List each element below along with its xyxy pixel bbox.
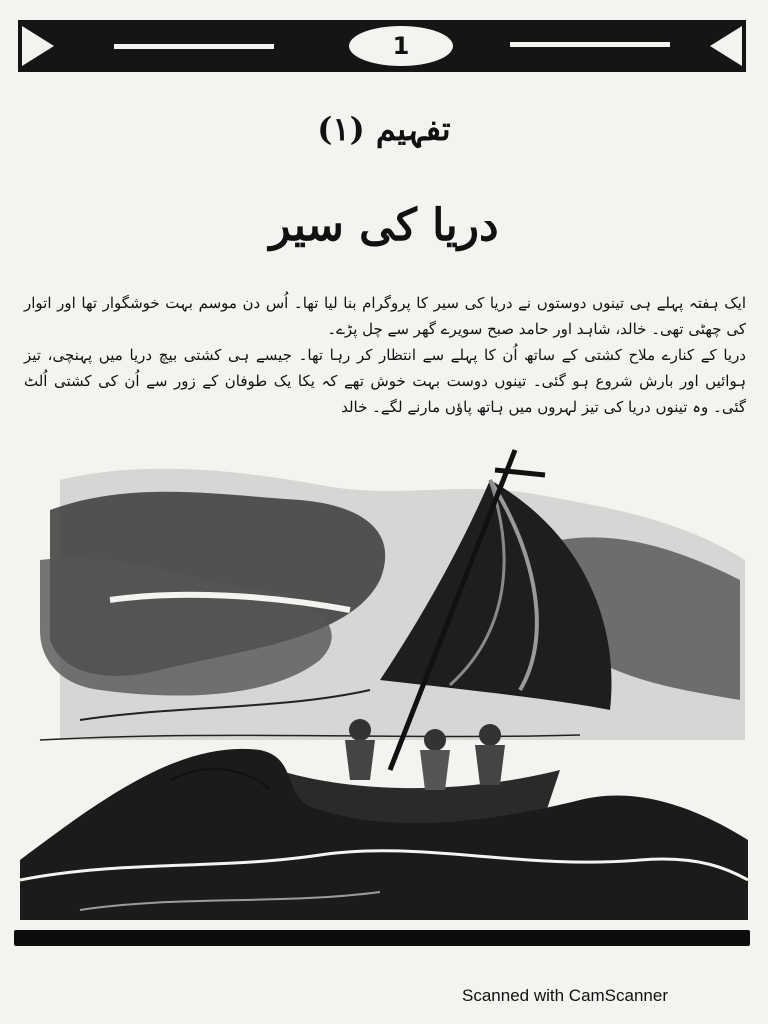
sailboat-storm-illustration <box>20 440 748 920</box>
bottom-divider <box>14 930 750 946</box>
page-header-banner <box>18 18 746 74</box>
story-paragraph: ایک ہفتہ پہلے ہی تینوں دوستوں نے دریا کی سیر کا پروگرام بنا لیا تھا۔ اُس دن موسم بہت خوشگوار تھا اور اتوار کی چھٹی تھی۔ خالد، شاہد اور حامد صبح سویرے گھر سے چل پڑے۔ <box>24 294 746 338</box>
story-text <box>24 290 746 420</box>
story-paragraph: دریا کے کنارے ملاح کشتی کے ساتھ اُن کا پہلے سے انتظار کر رہا تھا۔ جیسے ہی کشتی بیچ دریا میں پہنچی، تیز ہوائیں اور بارش شروع ہو گئی۔ تینوں دوست بہت خوش تھے کہ یکا یک طوفان کے زور سے اُن کی کشتی اُلٹ گئی۔ وہ تینوں دریا کی تیز لہروں میں ہاتھ پاؤں مارنے لگے۔ خالد <box>24 346 746 416</box>
lesson-label: تفہیم (۱) <box>317 110 451 148</box>
lesson-title: دریا کی سیر <box>269 200 499 251</box>
page-number: 1 <box>392 32 410 60</box>
scanner-watermark: Scanned with CamScanner <box>462 986 669 1005</box>
